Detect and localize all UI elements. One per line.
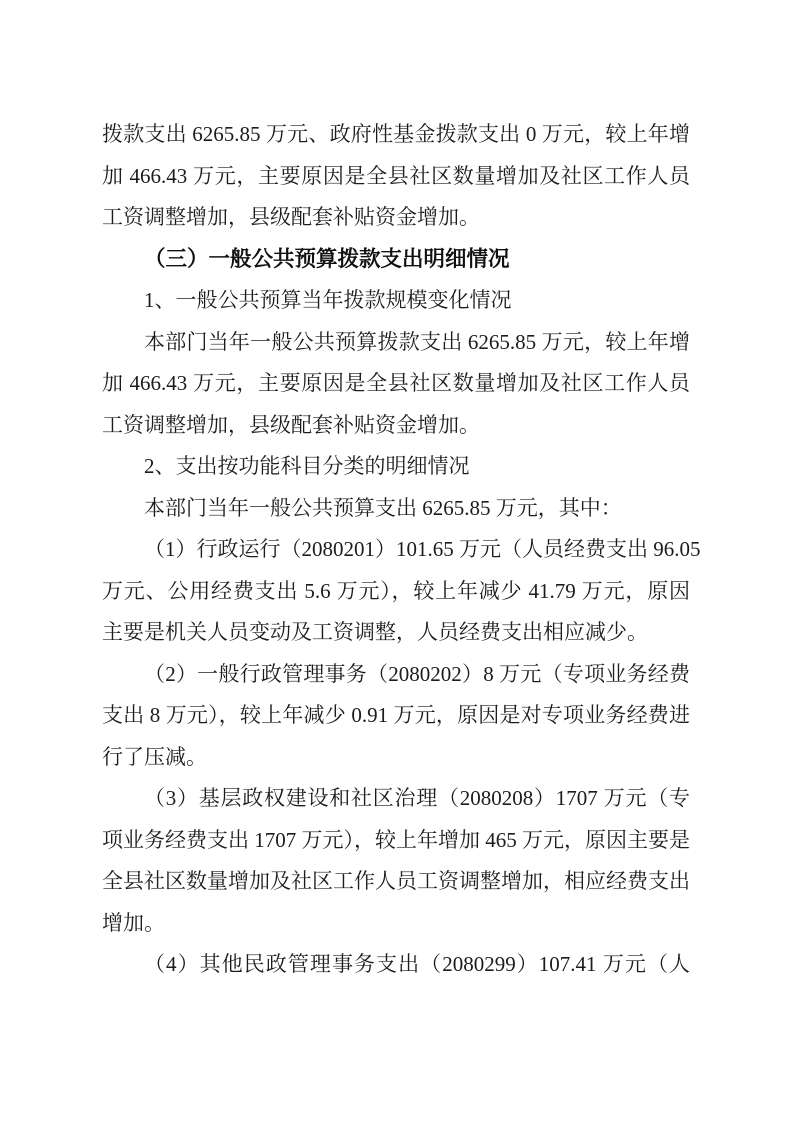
text-line: （4）其他民政管理事务支出（2080299）107.41 万元（人 (144, 952, 690, 976)
text-line: 2、支出按功能科目分类的明细情况 (144, 454, 470, 478)
text-line: 1、一般公共预算当年拨款规模变化情况 (144, 288, 512, 312)
text-line: 本部门当年一般公共预算支出 6265.85 万元，其中： (144, 495, 622, 520)
section-heading: （三）一般公共预算拨款支出明细情况 (144, 246, 510, 271)
text-line: 主要是机关人员变动及工资调整，人员经费支出相应减少。 (102, 620, 648, 644)
text-line: 支出 8 万元），较上年减少 0.91 万元，原因是对专项业务经费进 (102, 703, 690, 727)
text-line: 增加。 (102, 910, 165, 935)
text-line: 行了压减。 (102, 744, 207, 769)
text-line: 加 466.43 万元，主要原因是全县社区数量增加及社区工作人员 (102, 163, 690, 188)
text-line: 项业务经费支出 1707 万元），较上年增加 465 万元，原因主要是 (102, 827, 690, 852)
text-line: 加 466.43 万元，主要原因是全县社区数量增加及社区工作人员 (102, 371, 690, 395)
text-line: 万元、公用经费支出 5.6 万元），较上年减少 41.79 万元，原因 (102, 578, 690, 603)
text-line: （3）基层政权建设和社区治理（2080208）1707 万元（专 (144, 786, 690, 810)
text-line: 工资调整增加，县级配套补贴资金增加。 (102, 205, 480, 229)
text-line: 拨款支出 6265.85 万元、政府性基金拨款支出 0 万元，较上年增 (102, 122, 690, 146)
text-line: 全县社区数量增加及社区工作人员工资调整增加，相应经费支出 (102, 869, 690, 893)
text-line: 工资调整增加，县级配套补贴资金增加。 (102, 412, 480, 437)
text-line: （1）行政运行（2080201）101.65 万元（人员经费支出 96.05 (144, 537, 701, 561)
text-line: 本部门当年一般公共预算拨款支出 6265.85 万元，较上年增 (144, 329, 690, 354)
text-line: （2）一般行政管理事务（2080202）8 万元（专项业务经费 (144, 661, 690, 686)
text-column (102, 114, 701, 986)
